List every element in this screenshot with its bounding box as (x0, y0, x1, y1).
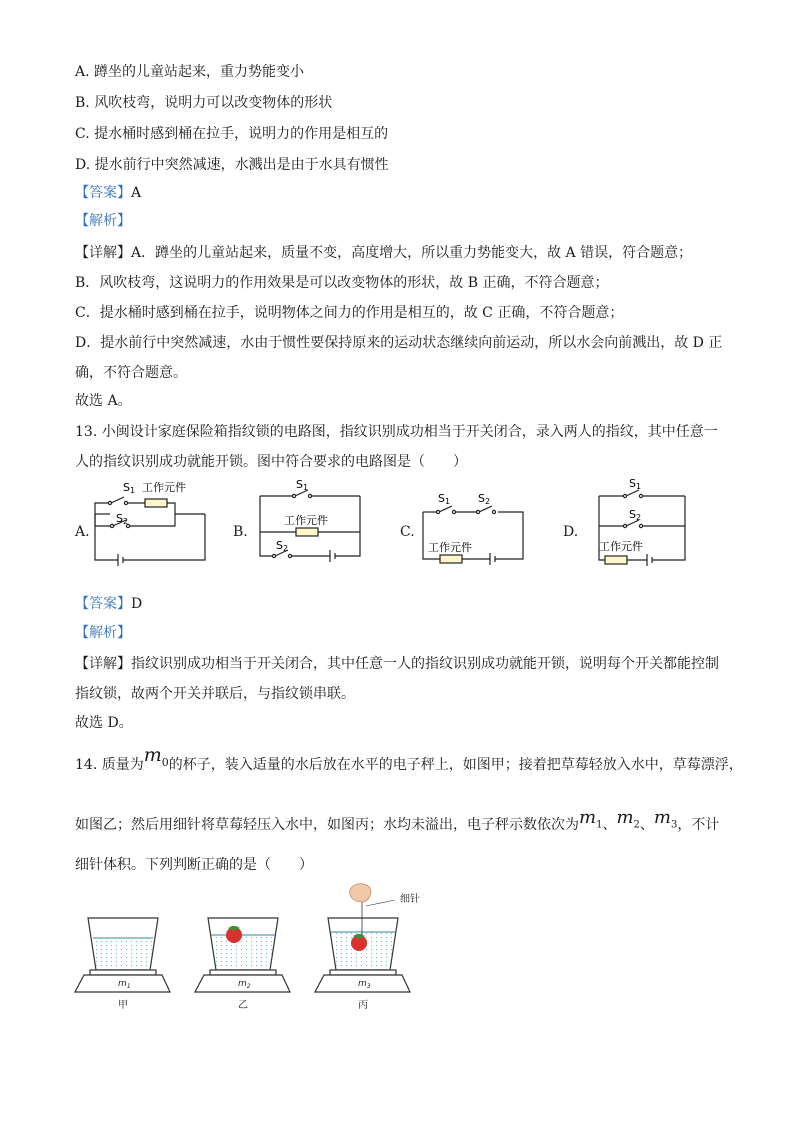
q14-stem-2: 如图乙；然后用细针将草莓轻压入水中，如图丙；水均未溢出，电子秤示数依次为$m_1$、$m_2$、$m_3$，不计 (75, 807, 720, 833)
q13-answer (75, 594, 142, 614)
q12-option-a: A. 蹲坐的儿童站起来，重力势能变小 (75, 64, 305, 80)
circuit-a-s1: S1 (123, 481, 136, 495)
m3-symbol: $m_3$ (653, 807, 678, 831)
circuit-b-label: B. (233, 524, 248, 540)
q13-conclusion: 故选 D。 (75, 715, 133, 731)
q12-analysis-tag: 【解析】 (75, 213, 131, 229)
circuit-b-element-label: 工作元件 (284, 514, 328, 527)
q12-option-d: D. 提水前行中突然减速，水溅出是由于水具有惯性 (75, 157, 389, 173)
detail-tag: 【详解】 (75, 245, 131, 261)
caption-yi: 乙 (238, 1000, 248, 1011)
circuit-d-s2: S2 (629, 508, 642, 522)
needle-label: 细针 (400, 894, 420, 905)
cups-figure (70, 880, 420, 1019)
caption-bing: 丙 (358, 1000, 368, 1011)
q14-stem-3: 细针体积。下列判断正确的是（ ） (75, 857, 313, 873)
q12-answer (75, 183, 141, 203)
circuit-a-s2: S2 (116, 512, 129, 526)
m2-symbol: $m_2$ (616, 807, 640, 831)
detail-text: A．蹲坐的儿童站起来，质量不变，高度增大，所以重力势能变大，故 A 错误，符合题意； (131, 245, 693, 261)
q12-option-c: C. 提水桶时感到桶在拉手，说明力的作用是相互的 (75, 126, 389, 142)
answer-value: D (131, 596, 143, 612)
circuit-d-s1: S1 (629, 477, 642, 491)
circuit-c-element-label: 工作元件 (428, 541, 472, 554)
circuit-c-label: C. (400, 524, 415, 540)
answer-tag: 【答案】 (75, 185, 131, 201)
answer-value: A (131, 185, 142, 201)
circuit-d-label: D. (563, 524, 579, 540)
circuit-d-diagram (585, 476, 695, 574)
q13-detail-1 (75, 654, 719, 674)
hand-icon (350, 884, 371, 902)
circuit-a-diagram (90, 478, 220, 574)
q13-stem-2: 人的指纹识别成功就能开锁。图中符合要求的电路图是（ ） (75, 454, 467, 470)
detail-tag: 【详解】 (75, 656, 131, 672)
circuit-c-s1: S1 (438, 492, 451, 506)
q12-detail-5: 确，不符合题意。 (75, 365, 187, 381)
scale-label-1: $m_1$ (118, 979, 131, 990)
scale-label-3: $m_3$ (358, 979, 371, 990)
q12-detail-2: B．风吹枝弯，这说明力的作用效果是可以改变物体的形状，故 B 正确，不符合题意； (75, 275, 609, 291)
m0-symbol: $m_0$ (143, 744, 169, 769)
circuit-a-label: A. (75, 524, 90, 540)
detail-text: 指纹识别成功相当于开关闭合，其中任意一人的指纹识别成功就能开锁，说明每个开关都能控制 (131, 656, 719, 672)
stem-text: 的杯子，装入适量的水后放在水平的电子秤上，如图甲；接着把草莓轻放入水中，草莓漂浮， (168, 757, 743, 773)
stem-text: 14. 质量为 (75, 757, 144, 773)
circuit-d-element-label: 工作元件 (599, 540, 643, 553)
q13-stem-1: 13. 小闽设计家庭保险箱指纹锁的电路图，指纹识别成功相当于开关闭合，录入两人的指纹，其中任意一 (75, 424, 718, 440)
stem-text: ，不计 (677, 817, 720, 833)
q13-analysis-tag: 【解析】 (75, 625, 131, 641)
q12-detail-4: D．提水前行中突然减速，水由于惯性要保持原来的运动状态继续向前运动，所以水会向前溅出，故 D 正 (75, 335, 723, 351)
q13-detail-2: 指纹锁，故两个开关并联后，与指纹锁串联。 (75, 686, 355, 702)
strawberry-floating (226, 926, 242, 943)
q12-detail-1 (75, 243, 692, 263)
circuit-c-s2: S2 (478, 492, 491, 506)
m1-symbol: $m_1$ (579, 807, 603, 831)
q12-option-b: B. 风吹枝弯，说明力可以改变物体的形状 (75, 95, 333, 111)
q14-stem-1 (75, 744, 743, 781)
caption-jia: 甲 (118, 1000, 128, 1011)
stem-text: 如图乙；然后用细针将草莓轻压入水中，如图丙；水均未溢出，电子秤示数依次为 (75, 817, 579, 833)
circuit-b-diagram (252, 478, 372, 574)
circuit-a-element-label: 工作元件 (142, 481, 186, 494)
answer-tag: 【答案】 (75, 596, 131, 612)
circuit-b-s1: S1 (296, 478, 309, 492)
circuit-b-s2: S2 (276, 539, 289, 553)
scale-label-2: $m_2$ (238, 979, 251, 990)
q12-detail-3: C．提水桶时感到桶在拉手，说明物体之间力的作用是相互的，故 C 正确，不符合题意； (75, 305, 624, 321)
q12-conclusion: 故选 A。 (75, 393, 132, 409)
circuit-c-diagram (418, 484, 533, 574)
